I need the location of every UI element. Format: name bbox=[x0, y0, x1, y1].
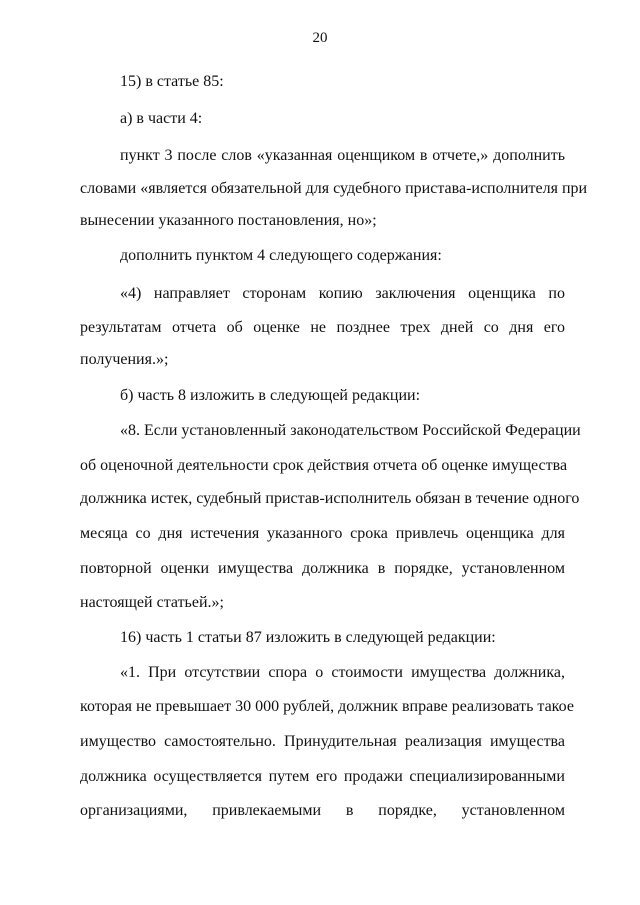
text-line: которая не превышает 30 000 рублей, должник вправе реализовать такое bbox=[80, 698, 574, 715]
text-line: должника истек, судебный пристав-исполнитель обязан в течение одного bbox=[80, 490, 580, 507]
text-line: словами «является обязательной для судебного пристава-исполнителя при bbox=[80, 180, 588, 197]
text-line: пункт 3 после слов «указанная оценщиком в отчете,» дополнить bbox=[120, 147, 565, 164]
page-number: 20 bbox=[312, 30, 328, 46]
text-line: результатам отчета об оценке не позднее трех дней со дня его bbox=[80, 319, 565, 336]
text-line: повторной оценки имущества должника в порядке, установленном bbox=[80, 560, 565, 577]
text-line: организациями, привлекаемыми в порядке, установленном bbox=[80, 802, 565, 819]
text-line: получения.»; bbox=[80, 351, 169, 368]
text-line: настоящей статьей.»; bbox=[80, 594, 224, 611]
text-line: 16) часть 1 статьи 87 изложить в следующей редакции: bbox=[120, 629, 496, 646]
text-line: «4) направляет сторонам копию заключения оценщика по bbox=[120, 285, 565, 302]
text-line: б) часть 8 изложить в следующей редакции: bbox=[120, 387, 421, 404]
text-line: месяца со дня истечения указанного срока привлечь оценщика для bbox=[80, 525, 565, 542]
text-line: «8. Если установленный законодательством Российской Федерации bbox=[120, 422, 581, 439]
text-line: об оценочной деятельности срок действия отчета об оценке имущества bbox=[80, 457, 568, 474]
text-line: «1. При отсутствии спора о стоимости имущества должника, bbox=[120, 664, 565, 681]
text-line: 15) в статье 85: bbox=[120, 73, 224, 90]
text-line: должника осуществляется путем его продажи специализированными bbox=[80, 768, 565, 785]
text-line: дополнить пунктом 4 следующего содержания: bbox=[120, 247, 442, 264]
text-line: вынесении указанного постановления, но»; bbox=[80, 212, 377, 229]
text-line: а) в части 4: bbox=[120, 110, 203, 127]
text-line: имущество самостоятельно. Принудительная реализация имущества bbox=[80, 733, 565, 750]
